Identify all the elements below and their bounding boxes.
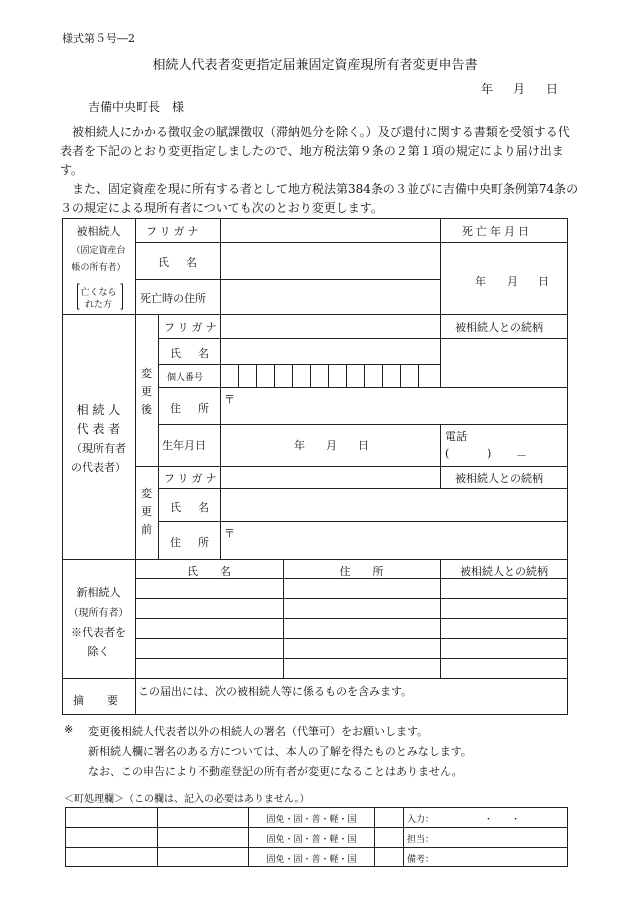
tax-types-row-1: 固免・固・普・軽・国 bbox=[266, 815, 357, 825]
decedent-furigana-label: フリガナ bbox=[146, 225, 202, 238]
death-date-label: 死亡年月日 bbox=[462, 225, 532, 238]
before-relation-label: 被相続人との続柄 bbox=[455, 472, 543, 485]
heirs-col-name: 氏 名 bbox=[187, 565, 231, 578]
paragraph-2: また、固定資産を現に所有する者として地方税法第384条の３並びに吉備中央町条例第74条の３の規定による現所有者についても次のとおり変更します。 bbox=[60, 182, 579, 215]
date-month: 月 bbox=[513, 82, 526, 96]
phone-close-paren: ) bbox=[487, 447, 492, 460]
decedent-address-label: 死亡時の住所 bbox=[140, 292, 206, 305]
phone-open-paren: ( bbox=[445, 447, 450, 460]
decedent-sub-3: 亡くなら bbox=[80, 288, 117, 298]
note-2: 新相続人欄に署名のある方については、本人の了解を得たものとみなします。 bbox=[88, 745, 472, 758]
rep-label-3: （現所有者 bbox=[71, 442, 126, 455]
heirs-label-2: （現所有者） bbox=[68, 608, 129, 619]
tax-types-row-2: 固免・固・普・軽・国 bbox=[266, 835, 357, 845]
form-number: 様式第５号―2 bbox=[62, 32, 135, 45]
heirs-col-address: 住 所 bbox=[339, 565, 384, 578]
after-address-label: 住 所 bbox=[170, 402, 212, 415]
heirs-col-relation: 被相続人との続柄 bbox=[460, 565, 548, 578]
note-1: 変更後相続人代表者以外の相続人の署名（代筆可）をお願いします。 bbox=[88, 725, 429, 738]
before-postal-mark: 〒 bbox=[224, 527, 235, 540]
rep-label-4: の代表者） bbox=[71, 461, 126, 474]
decedent-sub-1: （固定資産台 bbox=[71, 246, 126, 256]
note-3: なお、この申告により不動産登記の所有者が変更になることはありません。 bbox=[88, 765, 463, 778]
date-year: 年 bbox=[481, 82, 494, 96]
decedent-sub-2: 帳の所有者） bbox=[71, 263, 126, 273]
remarks-text: この届出には、次の被相続人等に係るものを含みます。 bbox=[138, 685, 413, 698]
addressee: 吉備中央町長 様 bbox=[88, 100, 185, 114]
after-char-3: 後 bbox=[141, 403, 152, 416]
notes-mark: ※ bbox=[64, 723, 74, 736]
note-label: 備考： bbox=[407, 855, 435, 865]
birth-date-label: 生年月日 bbox=[162, 439, 206, 452]
before-char-3: 前 bbox=[141, 523, 152, 536]
birth-month: 月 bbox=[326, 439, 337, 452]
after-char-1: 変 bbox=[141, 367, 152, 380]
heirs-label-1: 新相続人 bbox=[76, 586, 121, 599]
birth-year: 年 bbox=[294, 439, 305, 452]
phone-label: 電話 bbox=[445, 430, 467, 443]
tax-types-row-3: 固免・固・普・軽・国 bbox=[266, 855, 357, 865]
rep-label-2: 代 表 者 bbox=[76, 422, 121, 436]
after-postal-mark: 〒 bbox=[224, 393, 235, 406]
death-year: 年 bbox=[475, 275, 486, 288]
death-month: 月 bbox=[507, 275, 518, 288]
before-address-label: 住 所 bbox=[170, 536, 212, 549]
birth-day: 日 bbox=[358, 439, 369, 452]
paragraph-1: 被相続人にかかる徴収金の賦課徴収（滞納処分を除く。）及び還付に関する書類を受領する代表者を下記のとおり変更指定しましたので、地方税法第９条の２第１項の規定により届け出ます。 bbox=[60, 125, 570, 177]
after-name-label: 氏 名 bbox=[170, 347, 212, 360]
decedent-label: 被相続人 bbox=[76, 225, 121, 238]
input-label: 入力： bbox=[407, 815, 435, 825]
after-char-2: 更 bbox=[141, 385, 152, 398]
after-relation-label: 被相続人との続柄 bbox=[455, 321, 543, 334]
decedent-sub-4: れた方 bbox=[84, 300, 112, 310]
before-name-label: 氏 名 bbox=[170, 501, 212, 514]
death-day: 日 bbox=[538, 275, 549, 288]
before-char-1: 変 bbox=[141, 487, 152, 500]
staff-label: 担当： bbox=[407, 835, 435, 845]
input-date-dots: ・ ・ bbox=[484, 815, 521, 825]
heirs-label-4: 除く bbox=[87, 645, 110, 658]
before-furigana-label: フリガナ bbox=[164, 472, 220, 485]
remarks-label: 摘 要 bbox=[73, 694, 124, 707]
heirs-label-3: ※代表者を bbox=[71, 626, 126, 639]
my-number-label: 個人番号 bbox=[167, 373, 204, 383]
before-char-2: 更 bbox=[141, 505, 152, 518]
decedent-name-label: 氏 名 bbox=[158, 256, 200, 269]
rep-label-1: 相 続 人 bbox=[76, 403, 121, 417]
office-heading: ＜町処理欄＞（この欄は、記入の必要はありません。） bbox=[64, 794, 310, 805]
date-day: 日 bbox=[546, 82, 559, 96]
after-furigana-label: フリガナ bbox=[164, 321, 220, 334]
phone-dash: － bbox=[516, 449, 527, 462]
page-title: 相続人代表者変更指定届兼固定資産現所有者変更申告書 bbox=[152, 58, 478, 73]
